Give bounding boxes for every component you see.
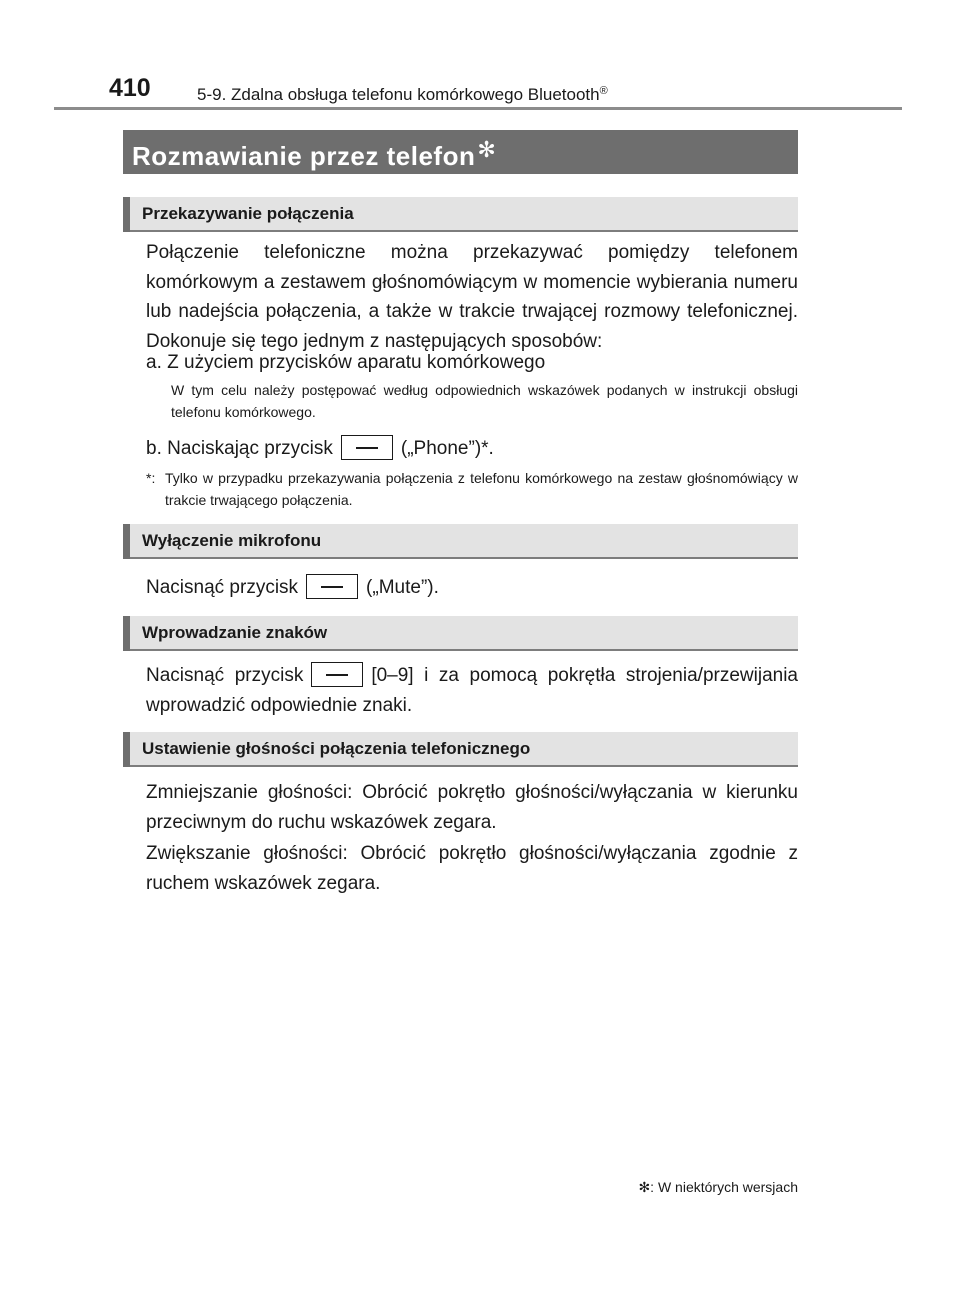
note-mark: *: <box>146 470 156 486</box>
footnote-text: : W niektórych wersjach <box>650 1179 798 1195</box>
section-accent <box>123 732 130 767</box>
mute-instruction <box>146 573 798 603</box>
keypad-button-icon <box>311 662 363 687</box>
option-b-suffix: („Phone”)*. <box>400 438 494 459</box>
transfer-option-a-detail: W tym celu należy postępować według odpowiednich wskazówek podanych w instrukcji obsługi telefonu komórkowego. <box>171 382 798 420</box>
section-heading-transfer <box>123 197 798 232</box>
section-accent <box>123 616 130 651</box>
section-heading-label: Przekazywanie połączenia <box>142 204 354 223</box>
section-heading-label: Wprowadzanie znaków <box>142 623 328 642</box>
input-prefix: Nacisnąć przycisk <box>146 665 304 686</box>
footnote <box>638 1179 798 1196</box>
mute-button-icon <box>306 574 358 599</box>
transfer-option-b <box>146 434 798 464</box>
running-head-text: 5-9. Zdalna obsługa telefonu komórkowego Bluetooth <box>197 85 600 104</box>
page-number: 410 <box>109 74 151 102</box>
registered-mark: ® <box>599 85 608 97</box>
input-instruction <box>146 661 798 720</box>
section-heading-volume <box>123 732 798 767</box>
transfer-note <box>146 467 798 511</box>
header-rule <box>54 107 902 110</box>
section-heading-label: Ustawienie głośności połączenia telefonicznego <box>142 739 531 758</box>
note-text: Tylko w przypadku przekazywania połączenia z telefonu komórkowego na zestaw głośnomówiący w trakcie trwającego połączenia. <box>165 470 798 508</box>
page-title <box>132 137 496 172</box>
page-title-bar <box>123 130 798 174</box>
section-accent <box>123 524 130 559</box>
phone-button-icon <box>341 435 393 460</box>
page-title-text: Rozmawianie przez telefon <box>132 141 476 171</box>
section-heading-label: Wyłączenie mikrofonu <box>142 531 322 550</box>
section-heading-mute <box>123 524 798 559</box>
transfer-option-a: a. Z użyciem przycisków aparatu komórkowego <box>146 352 546 373</box>
input-suffix: [0–9] i za pomocą pokrętła strojenia/przewijania wprowadzić odpowiednie znaki. <box>146 665 798 716</box>
option-b-prefix: b. Naciskając przycisk <box>146 438 333 459</box>
section-accent <box>123 197 130 232</box>
asterisk-icon: ✻ <box>477 137 497 162</box>
running-head <box>197 85 608 105</box>
transfer-intro: Połączenie telefoniczne można przekazywać pomiędzy telefonem komórkowym a zestawem głośnomówiącym w momencie wybierania numeru lub nadejścia połączenia, a także w trakcie trwającej rozmowy telefonicznej. Dokonuje się tego jednym z następujących sposobów: <box>146 242 798 352</box>
asterisk-icon: ✻ <box>638 1179 651 1195</box>
volume-decrease: Zmniejszanie głośności: Obrócić pokrętło głośności/wyłączania w kierunku przeciwnym do ruchu wskazówek zegara. <box>146 782 798 833</box>
mute-suffix: („Mute”). <box>366 577 439 598</box>
section-heading-input <box>123 616 798 651</box>
volume-increase: Zwiększanie głośności: Obrócić pokrętło głośności/wyłączania zgodnie z ruchem wskazówek zegara. <box>146 843 798 894</box>
mute-prefix: Nacisnąć przycisk <box>146 577 299 598</box>
